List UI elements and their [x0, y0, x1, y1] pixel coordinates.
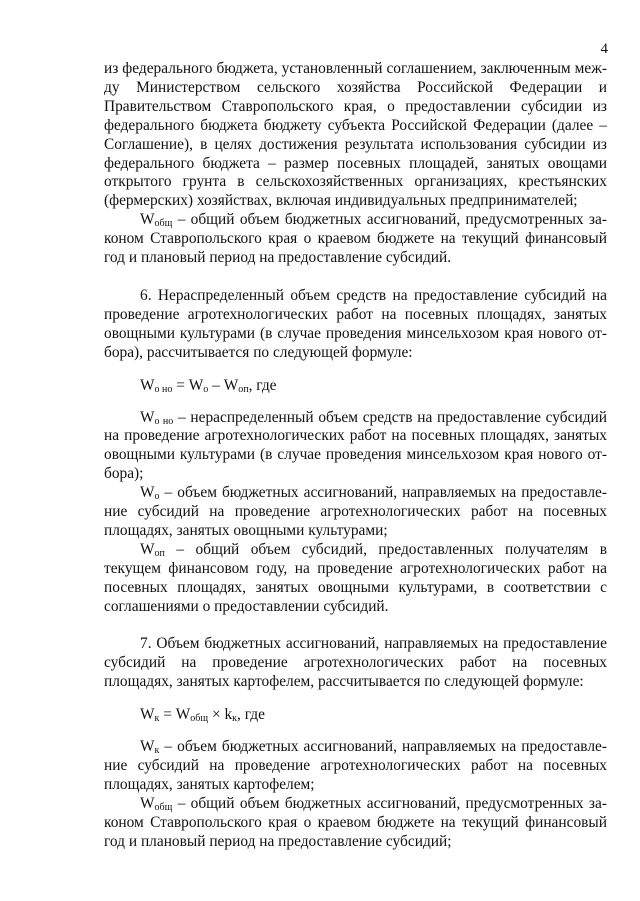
formula-subscript: о	[203, 383, 209, 395]
definition-w-k	[104, 738, 607, 795]
definition-text: – объем бюджетных ассигнований, направляемых на предоставление субсидий на проведение агротехнологических работ на посевных площадях, занятых картофелем;	[104, 738, 607, 793]
page-number: 4	[600, 41, 608, 57]
symbol-subscript: о но	[154, 415, 174, 427]
definition-w-o	[104, 484, 607, 541]
definition-text: – общий объем бюджетных ассигнований, предусмотренных законом Ставропольского края о краевом бюджете на текущий финансовый год и плановый период на предоставление субсидий;	[104, 794, 607, 850]
formula-term: , где	[237, 706, 265, 724]
symbol-subscript: оп	[154, 547, 165, 559]
symbol: W	[140, 794, 155, 812]
formula-subscript: к	[232, 713, 238, 725]
symbol: W	[140, 484, 155, 502]
formula-subscript: общ	[190, 713, 209, 725]
formula-term: , где	[248, 376, 277, 394]
definition-text: – нераспределенный объем средств на предоставление субсидий на проведение агротехнологических работ на посевных площадях, занятых овощными культурами (в случае проведения минсельхозом края нового отбора);	[104, 408, 607, 483]
formula-term: W	[140, 376, 155, 394]
symbol: W	[140, 540, 155, 558]
formula-subscript: о но	[154, 383, 173, 395]
symbol: W	[140, 408, 155, 426]
definition-w-obsh-2	[104, 795, 607, 852]
formula-term: W	[140, 706, 155, 724]
formula-term: = W	[159, 706, 191, 724]
symbol: W	[140, 738, 155, 756]
definition-text: – общий объем субсидий, предоставленных получателям в текущем финансовом году, на проведение агротехнологических работ на посевных площадях, занятых овощными культурами, в соответствии с соглашениями о предоставлении субсидий.	[104, 540, 607, 615]
symbol-subscript: о	[154, 491, 160, 503]
definition-w-op	[104, 541, 607, 617]
definition-w-obsh	[104, 211, 607, 268]
formula-term: = W	[172, 376, 204, 394]
clause-7: 7. Объем бюджетных ассигнований, направляемых на предоставление субсидий на проведение агротехнологических работ на посевных площадях, занятых картофелем, рассчитывается по следующей формуле:	[104, 635, 607, 691]
definition-text: – общий объем бюджетных ассигнований, предусмотренных законом Ставропольского края о краевом бюджете на текущий финансовый год и плановый период на предоставление субсидий.	[104, 211, 607, 267]
paragraph-continuation: из федерального бюджета, установленный соглашением, заключенным между Министерством сельского хозяйства Российской Федерации и Правительством Ставропольского края, о предоставлении субсидии из федерального бюджета бюджету субъекта Российской Федерации (далее – Соглашение), в целях достижения результата использования субсидии из федерального бюджета – размер посевных площадей, занятых овощами открытого грунта в сельскохозяйственных организациях, крестьянских (фермерских) хозяйствах, включая индивидуальных предпринимателей;	[104, 60, 607, 210]
symbol-subscript: общ	[154, 218, 173, 230]
formula-7	[140, 706, 607, 725]
symbol-subscript: общ	[154, 801, 173, 813]
formula-term: × k	[208, 706, 233, 724]
formula-subscript: к	[154, 713, 160, 725]
definition-text: – объем бюджетных ассигнований, направляемых на предоставление субсидий на проведение агротехнологических работ на посевных площадях, занятых овощными культурами;	[104, 484, 607, 539]
formula-subscript: оп	[238, 383, 249, 395]
symbol: W	[140, 211, 155, 229]
clause-6: 6. Нераспределенный объем средств на предоставление субсидий на проведение агротехнологических работ на посевных площадях, занятых овощными культурами (в случае проведения минсельхозом края нового отбора), рассчитывается по следующей формуле:	[104, 286, 607, 361]
document-body	[104, 60, 607, 852]
definition-w-ono	[104, 409, 607, 485]
formula-term: – W	[208, 376, 239, 394]
symbol-subscript: к	[154, 745, 160, 757]
formula-6	[140, 377, 607, 396]
